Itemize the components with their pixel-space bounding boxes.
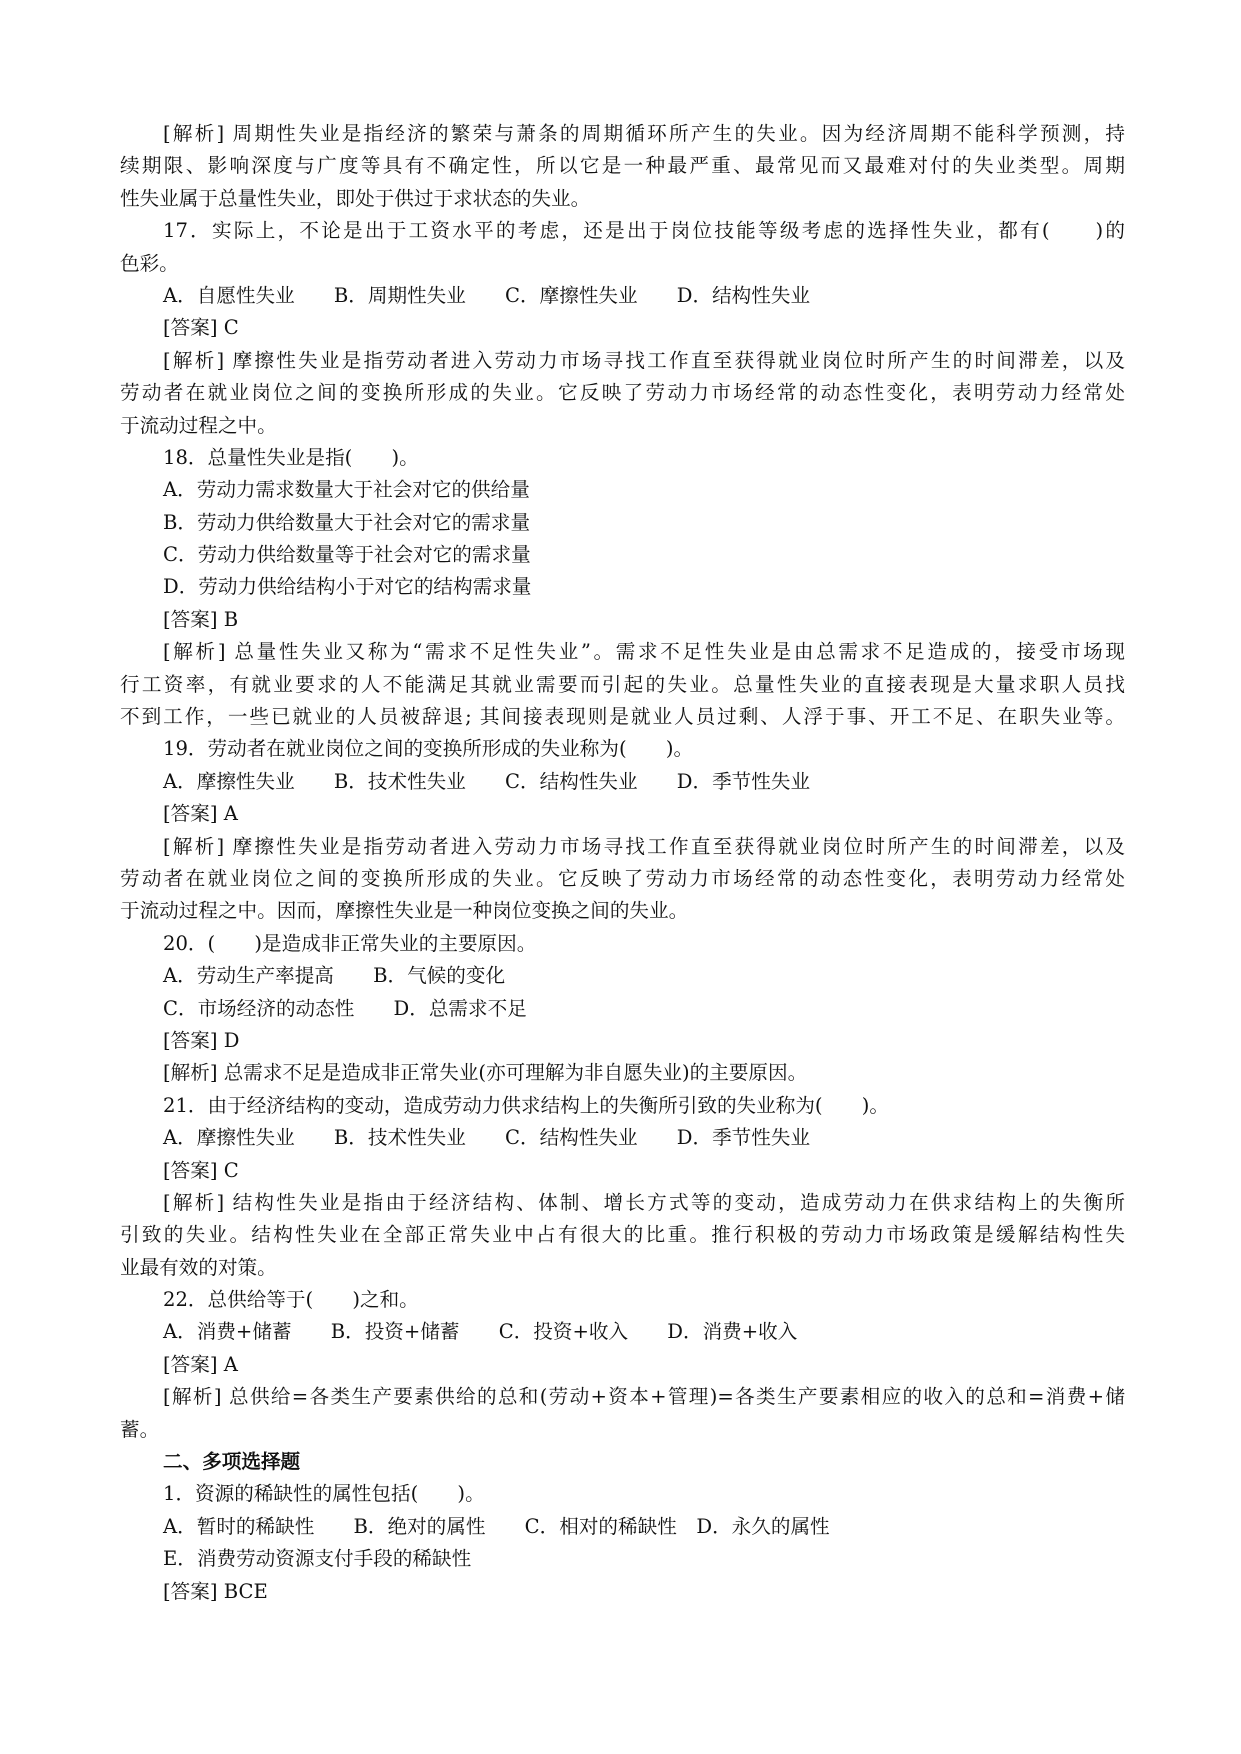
text-line: 业最有效的对策。	[120, 1255, 277, 1279]
text-line: 20．( )是造成非正常失业的主要原因。	[163, 931, 537, 955]
text-line: C．市场经济的动态性 D．总需求不足	[163, 996, 527, 1020]
text-line: A．劳动生产率提高 B．气候的变化	[163, 964, 506, 988]
text-line: 蓄。	[120, 1417, 160, 1441]
text-line: 于流动过程之中。因而，摩擦性失业是一种岗位变换之间的失业。	[120, 899, 689, 923]
text-line: [解析] 周期性失业是指经济的繁荣与萧条的周期循环所产生的失业。因为经济周期不能科学预测，持	[163, 122, 1125, 145]
text-line: [解析] 摩擦性失业是指劳动者进入劳动力市场寻找工作直至获得就业岗位时所产生的时间滞差，以及	[163, 834, 1125, 858]
text-line: 劳动者在就业岗位之间的变换所形成的失业。它反映了劳动力市场经常的动态性变化，表明劳动力经常处	[120, 866, 1125, 890]
text-line: 续期限、影响深度与广度等具有不确定性，所以它是一种最严重、最常见而又最难对付的失业类型。周期	[120, 154, 1125, 178]
text-line: B．劳动力供给数量大于社会对它的需求量	[163, 510, 531, 534]
section-heading: 二、多项选择题	[163, 1450, 301, 1474]
text-line: [答案] A	[163, 1352, 238, 1376]
text-line: A．摩擦性失业 B．技术性失业 C．结构性失业 D．季节性失业	[163, 769, 811, 793]
text-line: 于流动过程之中。	[120, 413, 277, 437]
text-line: A．消费+储蓄 B．投资+储蓄 C．投资+收入 D．消费+收入	[163, 1320, 798, 1344]
text-line: [解析] 总供给=各类生产要素供给的总和(劳动+资本+管理)=各类生产要素相应的收入的总和=消费+储	[163, 1385, 1125, 1409]
text-line: 引致的失业。结构性失业在全部正常失业中占有很大的比重。推行积极的劳动力市场政策是缓解结构性失	[120, 1223, 1125, 1247]
text-line: A．暂时的稀缺性 B．绝对的属性 C．相对的稀缺性 D．永久的属性	[163, 1514, 830, 1538]
text-line: 性失业属于总量性失业，即处于供过于求状态的失业。	[120, 186, 591, 210]
text-line: 色彩。	[120, 251, 179, 275]
document-body	[120, 118, 1125, 1608]
text-line: 行工资率，有就业要求的人不能满足其就业需要而引起的失业。总量性失业的直接表现是大量求职人员找	[120, 672, 1125, 696]
text-line: [解析] 摩擦性失业是指劳动者进入劳动力市场寻找工作直至获得就业岗位时所产生的时间滞差，以及	[163, 348, 1125, 372]
text-line: [答案] C	[163, 1158, 239, 1182]
text-line: 1．资源的稀缺性的属性包括( )。	[163, 1482, 485, 1506]
text-line: 不到工作，一些已就业的人员被辞退; 其间接表现则是就业人员过剩、人浮于事、开工不足、在职失业等。	[120, 705, 1125, 729]
text-line: [解析] 结构性失业是指由于经济结构、体制、增长方式等的变动，造成劳动力在供求结构上的失衡所	[163, 1190, 1125, 1214]
text-line: [答案] C	[163, 316, 239, 340]
text-line: 21．由于经济结构的变动，造成劳动力供求结构上的失衡所引致的失业称为( )。	[163, 1093, 890, 1117]
text-line: [解析] 总需求不足是造成非正常失业(亦可理解为非自愿失业)的主要原因。	[163, 1061, 808, 1085]
text-line: A．自愿性失业 B．周期性失业 C．摩擦性失业 D．结构性失业	[163, 283, 811, 307]
text-line: A．摩擦性失业 B．技术性失业 C．结构性失业 D．季节性失业	[163, 1126, 811, 1150]
text-line: 22．总供给等于( )之和。	[163, 1288, 419, 1312]
text-line: 18．总量性失业是指( )。	[163, 445, 419, 469]
text-line: A．劳动力需求数量大于社会对它的供给量	[163, 478, 530, 502]
text-line: 19．劳动者在就业岗位之间的变换所形成的失业称为( )。	[163, 737, 694, 761]
text-line: [解析] 总量性失业又称为“需求不足性失业”。需求不足性失业是由总需求不足造成的，接受市场现	[163, 640, 1125, 664]
text-line: D．劳动力供给结构小于对它的结构需求量	[163, 575, 532, 599]
text-line: 17．实际上，不论是出于工资水平的考虑，还是出于岗位技能等级考虑的选择性失业，都有( )的	[163, 219, 1125, 243]
text-line: 劳动者在就业岗位之间的变换所形成的失业。它反映了劳动力市场经常的动态性变化，表明劳动力经常处	[120, 381, 1125, 405]
text-line: [答案] B	[163, 607, 239, 631]
text-line: [答案] A	[163, 802, 238, 826]
text-line: [答案] BCE	[163, 1579, 268, 1603]
text-line: E．消费劳动资源支付手段的稀缺性	[163, 1547, 472, 1571]
text-line: [答案] D	[163, 1028, 240, 1052]
text-line: C．劳动力供给数量等于社会对它的需求量	[163, 543, 531, 567]
